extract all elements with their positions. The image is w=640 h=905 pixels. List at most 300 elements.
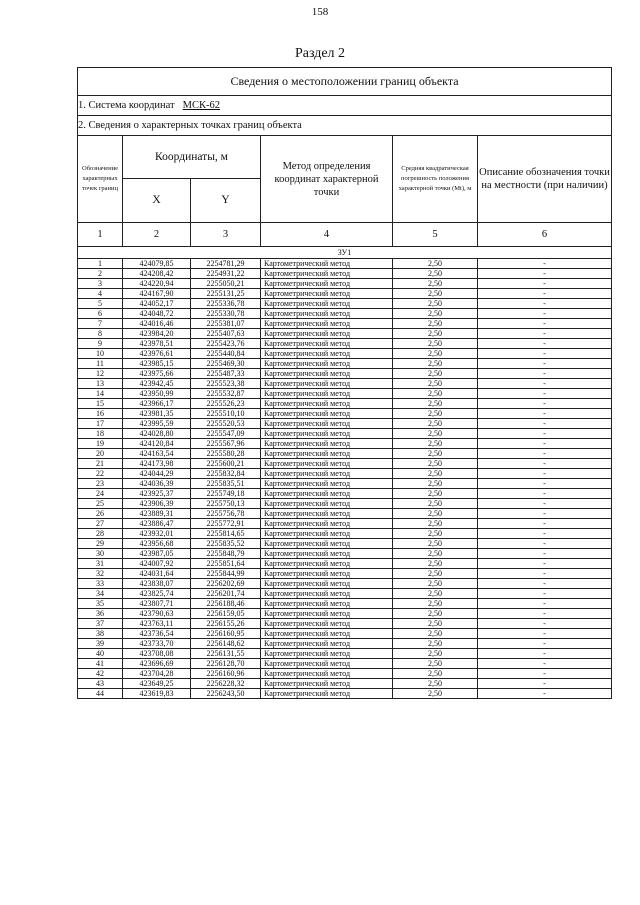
description: - (478, 589, 612, 599)
coord-x: 423975,66 (123, 369, 191, 379)
point-number: 8 (78, 329, 123, 339)
accuracy: 2,50 (393, 569, 478, 579)
method: Картометрический метод (261, 489, 393, 499)
accuracy: 2,50 (393, 309, 478, 319)
description: - (478, 309, 612, 319)
coord-y: 2255835,52 (191, 539, 261, 549)
table-row (78, 289, 612, 299)
description: - (478, 389, 612, 399)
method: Картометрический метод (261, 579, 393, 589)
table-row (78, 339, 612, 349)
point-number: 37 (78, 619, 123, 629)
description: - (478, 459, 612, 469)
point-number: 12 (78, 369, 123, 379)
coord-x: 423825,74 (123, 589, 191, 599)
method: Картометрический метод (261, 599, 393, 609)
coord-y: 2255772,91 (191, 519, 261, 529)
point-number: 29 (78, 539, 123, 549)
coord-x: 424220,94 (123, 279, 191, 289)
accuracy: 2,50 (393, 649, 478, 659)
coord-x: 423763,11 (123, 619, 191, 629)
column-number-row (78, 223, 612, 247)
coord-y: 2255520,53 (191, 419, 261, 429)
description: - (478, 689, 612, 699)
point-number: 41 (78, 659, 123, 669)
coord-y: 2256202,69 (191, 579, 261, 589)
coord-x: 423978,51 (123, 339, 191, 349)
coord-y: 2255487,33 (191, 369, 261, 379)
table-row (78, 609, 612, 619)
table-row (78, 539, 612, 549)
coord-x: 423886,47 (123, 519, 191, 529)
method: Картометрический метод (261, 379, 393, 389)
method: Картометрический метод (261, 309, 393, 319)
coord-y: 2256131,55 (191, 649, 261, 659)
method: Картометрический метод (261, 679, 393, 689)
point-number: 30 (78, 549, 123, 559)
description: - (478, 409, 612, 419)
coord-x: 424016,46 (123, 319, 191, 329)
method: Картометрический метод (261, 649, 393, 659)
table-row (78, 499, 612, 509)
accuracy: 2,50 (393, 459, 478, 469)
accuracy: 2,50 (393, 539, 478, 549)
description: - (478, 529, 612, 539)
accuracy: 2,50 (393, 369, 478, 379)
accuracy: 2,50 (393, 479, 478, 489)
coord-x: 423981,35 (123, 409, 191, 419)
coord-x: 423932,01 (123, 529, 191, 539)
accuracy: 2,50 (393, 629, 478, 639)
point-number: 33 (78, 579, 123, 589)
method: Картометрический метод (261, 279, 393, 289)
method: Картометрический метод (261, 399, 393, 409)
table-row (78, 459, 612, 469)
method: Картометрический метод (261, 499, 393, 509)
accuracy: 2,50 (393, 679, 478, 689)
description: - (478, 449, 612, 459)
point-number: 28 (78, 529, 123, 539)
coord-y: 2255336,78 (191, 299, 261, 309)
method: Картометрический метод (261, 639, 393, 649)
coord-y: 2255407,63 (191, 329, 261, 339)
coord-y: 2254781,29 (191, 259, 261, 269)
table-row (78, 509, 612, 519)
coord-y: 2255814,65 (191, 529, 261, 539)
accuracy: 2,50 (393, 399, 478, 409)
point-number: 21 (78, 459, 123, 469)
coord-y: 2255532,87 (191, 389, 261, 399)
coord-y: 2255844,99 (191, 569, 261, 579)
description: - (478, 359, 612, 369)
point-number: 16 (78, 409, 123, 419)
coord-x: 423987,05 (123, 549, 191, 559)
coordinate-system-value: МСК-62 (182, 100, 220, 111)
point-number: 35 (78, 599, 123, 609)
description: - (478, 489, 612, 499)
point-number: 40 (78, 649, 123, 659)
accuracy: 2,50 (393, 599, 478, 609)
table-row (78, 619, 612, 629)
method: Картометрический метод (261, 339, 393, 349)
accuracy: 2,50 (393, 449, 478, 459)
description: - (478, 649, 612, 659)
table-row (78, 329, 612, 339)
coord-y: 2255547,09 (191, 429, 261, 439)
method: Картометрический метод (261, 289, 393, 299)
point-number: 6 (78, 309, 123, 319)
boundary-points-table (77, 67, 612, 699)
coord-x: 423619,83 (123, 689, 191, 699)
description: - (478, 289, 612, 299)
table-row (78, 579, 612, 589)
point-number: 13 (78, 379, 123, 389)
header-point-designation: Обозначение характерных точек границ (78, 136, 123, 223)
description: - (478, 429, 612, 439)
section-title: Раздел 2 (294, 46, 346, 61)
header-method: Метод определения координат характерной точки (261, 136, 393, 223)
accuracy: 2,50 (393, 319, 478, 329)
description: - (478, 439, 612, 449)
accuracy: 2,50 (393, 609, 478, 619)
description: - (478, 659, 612, 669)
coord-x: 423956,68 (123, 539, 191, 549)
coord-x: 424120,84 (123, 439, 191, 449)
coord-y: 2256201,74 (191, 589, 261, 599)
point-number: 38 (78, 629, 123, 639)
accuracy: 2,50 (393, 519, 478, 529)
coord-y: 2256148,62 (191, 639, 261, 649)
coord-y: 2255756,78 (191, 509, 261, 519)
coord-y: 2255848,79 (191, 549, 261, 559)
coord-x: 424167,90 (123, 289, 191, 299)
method: Картометрический метод (261, 329, 393, 339)
description: - (478, 679, 612, 689)
coord-x: 423906,39 (123, 499, 191, 509)
point-number: 4 (78, 289, 123, 299)
coord-x: 424028,80 (123, 429, 191, 439)
method: Картометрический метод (261, 319, 393, 329)
coord-y: 2256159,05 (191, 609, 261, 619)
accuracy: 2,50 (393, 349, 478, 359)
description: - (478, 399, 612, 409)
accuracy: 2,50 (393, 299, 478, 309)
coord-x: 423708,08 (123, 649, 191, 659)
point-number: 27 (78, 519, 123, 529)
accuracy: 2,50 (393, 619, 478, 629)
point-number: 18 (78, 429, 123, 439)
accuracy: 2,50 (393, 359, 478, 369)
coord-y: 2255526,23 (191, 399, 261, 409)
accuracy: 2,50 (393, 529, 478, 539)
accuracy: 2,50 (393, 379, 478, 389)
coord-y: 2255469,30 (191, 359, 261, 369)
table-row (78, 559, 612, 569)
coord-y: 2255330,78 (191, 309, 261, 319)
description: - (478, 569, 612, 579)
table-row (78, 649, 612, 659)
coord-x: 424031,64 (123, 569, 191, 579)
description: - (478, 579, 612, 589)
coordinate-system-line (78, 96, 612, 116)
description: - (478, 499, 612, 509)
coord-x: 423704,28 (123, 669, 191, 679)
accuracy: 2,50 (393, 429, 478, 439)
table-row (78, 549, 612, 559)
description: - (478, 619, 612, 629)
table-row (78, 419, 612, 429)
page-number: 158 (311, 6, 329, 18)
coord-x: 423696,69 (123, 659, 191, 669)
column-number: 4 (261, 223, 393, 247)
point-number: 2 (78, 269, 123, 279)
table-row (78, 679, 612, 689)
coord-x: 423976,61 (123, 349, 191, 359)
accuracy: 2,50 (393, 509, 478, 519)
column-number: 6 (478, 223, 612, 247)
description: - (478, 609, 612, 619)
description: - (478, 629, 612, 639)
table-row (78, 639, 612, 649)
accuracy: 2,50 (393, 489, 478, 499)
method: Картометрический метод (261, 459, 393, 469)
coord-x: 424208,42 (123, 269, 191, 279)
points-info-line: 2. Сведения о характерных точках границ объекта (78, 116, 612, 136)
header-y: Y (191, 179, 261, 223)
coord-y: 2255600,21 (191, 459, 261, 469)
table-row (78, 279, 612, 289)
coord-x: 424173,98 (123, 459, 191, 469)
method: Картометрический метод (261, 349, 393, 359)
coord-x: 423942,45 (123, 379, 191, 389)
method: Картометрический метод (261, 359, 393, 369)
method: Картометрический метод (261, 609, 393, 619)
header-description: Описание обозначения точки на местности (при наличии) (478, 136, 612, 223)
point-number: 9 (78, 339, 123, 349)
coord-y: 2256155,26 (191, 619, 261, 629)
column-number: 1 (78, 223, 123, 247)
coord-y: 2256228,32 (191, 679, 261, 689)
header-coordinates: Координаты, м (123, 136, 261, 179)
description: - (478, 469, 612, 479)
description: - (478, 549, 612, 559)
point-number: 25 (78, 499, 123, 509)
header-accuracy: Средняя квадратическая погрешность положения характерной точки (Mt), м (393, 136, 478, 223)
description: - (478, 669, 612, 679)
accuracy: 2,50 (393, 689, 478, 699)
accuracy: 2,50 (393, 549, 478, 559)
point-number: 3 (78, 279, 123, 289)
method: Картометрический метод (261, 259, 393, 269)
method: Картометрический метод (261, 269, 393, 279)
coord-x: 424007,92 (123, 559, 191, 569)
table-row (78, 399, 612, 409)
header-x: X (123, 179, 191, 223)
table-row (78, 359, 612, 369)
coord-y: 2255580,28 (191, 449, 261, 459)
description: - (478, 349, 612, 359)
point-number: 44 (78, 689, 123, 699)
method: Картометрический метод (261, 389, 393, 399)
table-row (78, 599, 612, 609)
table-row (78, 349, 612, 359)
coord-y: 2256128,70 (191, 659, 261, 669)
method: Картометрический метод (261, 369, 393, 379)
table-row (78, 589, 612, 599)
accuracy: 2,50 (393, 289, 478, 299)
column-number: 5 (393, 223, 478, 247)
table-row (78, 269, 612, 279)
accuracy: 2,50 (393, 669, 478, 679)
description: - (478, 599, 612, 609)
description: - (478, 259, 612, 269)
point-number: 32 (78, 569, 123, 579)
coord-x: 423985,15 (123, 359, 191, 369)
description: - (478, 379, 612, 389)
coord-x: 423736,54 (123, 629, 191, 639)
description: - (478, 339, 612, 349)
coord-y: 2255749,18 (191, 489, 261, 499)
method: Картометрический метод (261, 469, 393, 479)
accuracy: 2,50 (393, 499, 478, 509)
method: Картометрический метод (261, 669, 393, 679)
description: - (478, 509, 612, 519)
method: Картометрический метод (261, 689, 393, 699)
accuracy: 2,50 (393, 439, 478, 449)
coord-y: 2255050,21 (191, 279, 261, 289)
accuracy: 2,50 (393, 389, 478, 399)
table-row (78, 389, 612, 399)
point-number: 15 (78, 399, 123, 409)
table-row (78, 489, 612, 499)
point-number: 10 (78, 349, 123, 359)
coord-x: 424044,29 (123, 469, 191, 479)
description: - (478, 299, 612, 309)
table-row (78, 309, 612, 319)
point-number: 19 (78, 439, 123, 449)
accuracy: 2,50 (393, 419, 478, 429)
table-row (78, 519, 612, 529)
method: Картометрический метод (261, 569, 393, 579)
coord-y: 2255523,38 (191, 379, 261, 389)
coord-x: 423966,17 (123, 399, 191, 409)
point-number: 22 (78, 469, 123, 479)
description: - (478, 419, 612, 429)
method: Картометрический метод (261, 299, 393, 309)
method: Картометрический метод (261, 659, 393, 669)
accuracy: 2,50 (393, 269, 478, 279)
accuracy: 2,50 (393, 279, 478, 289)
table-row (78, 449, 612, 459)
coord-x: 424079,85 (123, 259, 191, 269)
table-row (78, 479, 612, 489)
coord-x: 423649,25 (123, 679, 191, 689)
method: Картометрический метод (261, 589, 393, 599)
coord-x: 424163,54 (123, 449, 191, 459)
table-row (78, 689, 612, 699)
coord-x: 423807,71 (123, 599, 191, 609)
method: Картометрический метод (261, 619, 393, 629)
accuracy: 2,50 (393, 259, 478, 269)
table-row (78, 429, 612, 439)
coord-y: 2255851,64 (191, 559, 261, 569)
method: Картометрический метод (261, 439, 393, 449)
description: - (478, 539, 612, 549)
table-row (78, 629, 612, 639)
description: - (478, 369, 612, 379)
table-row (78, 299, 612, 309)
coord-y: 2254931,22 (191, 269, 261, 279)
coord-y: 2255510,10 (191, 409, 261, 419)
method: Картометрический метод (261, 479, 393, 489)
coord-x: 423995,59 (123, 419, 191, 429)
method: Картометрический метод (261, 419, 393, 429)
column-number: 2 (123, 223, 191, 247)
coord-y: 2255567,96 (191, 439, 261, 449)
parcel-label: ЗУ1 (78, 247, 612, 259)
coord-x: 424052,17 (123, 299, 191, 309)
table-title: Сведения о местоположении границ объекта (78, 68, 612, 96)
coord-y: 2256160,95 (191, 629, 261, 639)
point-number: 43 (78, 679, 123, 689)
method: Картометрический метод (261, 509, 393, 519)
method: Картометрический метод (261, 529, 393, 539)
point-number: 20 (78, 449, 123, 459)
accuracy: 2,50 (393, 409, 478, 419)
coord-x: 423925,37 (123, 489, 191, 499)
coord-x: 423790,63 (123, 609, 191, 619)
coord-x: 423838,07 (123, 579, 191, 589)
table-row (78, 319, 612, 329)
coord-x: 424048,72 (123, 309, 191, 319)
column-number: 3 (191, 223, 261, 247)
table-row (78, 409, 612, 419)
coord-x: 424036,39 (123, 479, 191, 489)
coord-y: 2255440,84 (191, 349, 261, 359)
table-row (78, 439, 612, 449)
coord-y: 2255381,07 (191, 319, 261, 329)
point-number: 39 (78, 639, 123, 649)
table-row (78, 469, 612, 479)
coord-y: 2256160,96 (191, 669, 261, 679)
coord-y: 2255835,51 (191, 479, 261, 489)
accuracy: 2,50 (393, 579, 478, 589)
coord-x: 423733,70 (123, 639, 191, 649)
description: - (478, 279, 612, 289)
coord-y: 2255832,84 (191, 469, 261, 479)
point-number: 17 (78, 419, 123, 429)
point-number: 26 (78, 509, 123, 519)
point-number: 36 (78, 609, 123, 619)
point-number: 42 (78, 669, 123, 679)
method: Картометрический метод (261, 549, 393, 559)
table-row (78, 379, 612, 389)
table-row (78, 259, 612, 269)
accuracy: 2,50 (393, 329, 478, 339)
table-row (78, 569, 612, 579)
point-number: 11 (78, 359, 123, 369)
description: - (478, 269, 612, 279)
description: - (478, 519, 612, 529)
method: Картометрический метод (261, 449, 393, 459)
coord-y: 2256243,50 (191, 689, 261, 699)
method: Картометрический метод (261, 519, 393, 529)
method: Картометрический метод (261, 629, 393, 639)
coord-x: 423889,31 (123, 509, 191, 519)
coord-y: 2255131,25 (191, 289, 261, 299)
method: Картометрический метод (261, 429, 393, 439)
point-number: 31 (78, 559, 123, 569)
